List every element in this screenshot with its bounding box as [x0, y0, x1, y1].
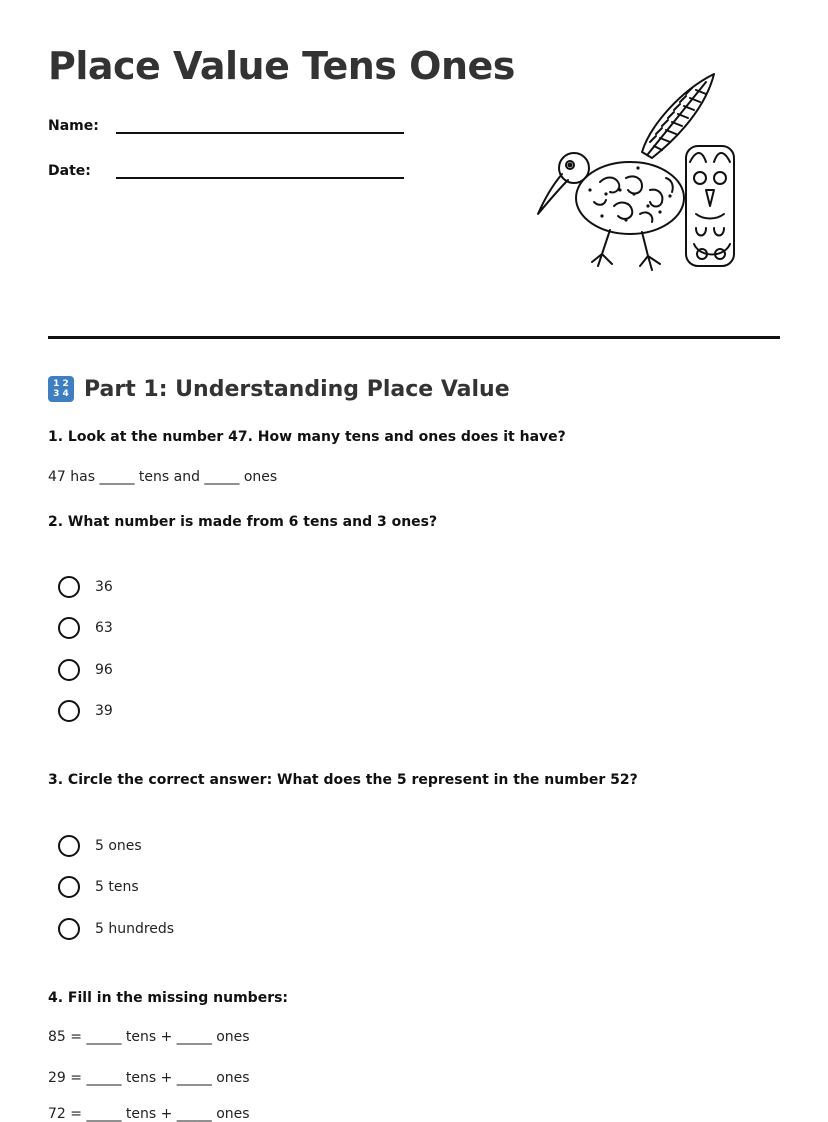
- date-field[interactable]: [48, 163, 408, 193]
- question-1: 1. Look at the number 47. How many tens and ones does it have?: [48, 429, 566, 445]
- name-field[interactable]: [48, 118, 408, 148]
- q2-option-63[interactable]: [58, 616, 113, 640]
- section-divider: [48, 336, 780, 339]
- q3-option-5-ones[interactable]: [58, 834, 142, 858]
- option-label: 96: [95, 662, 113, 678]
- radio-icon[interactable]: [58, 659, 80, 681]
- option-label: 5 hundreds: [95, 921, 175, 937]
- radio-icon[interactable]: [58, 918, 80, 940]
- numbers-icon: 1 2 3 4: [48, 376, 74, 402]
- question-4-line-1[interactable]: 85 = _____ tens + _____ ones: [48, 1029, 250, 1045]
- radio-icon[interactable]: [58, 700, 80, 722]
- name-label: Name:: [48, 118, 99, 134]
- question-3: 3. Circle the correct answer: What does the 5 represent in the number 52?: [48, 772, 638, 788]
- part1-heading: [48, 374, 510, 404]
- radio-icon[interactable]: [58, 876, 80, 898]
- q3-option-5-hundreds[interactable]: [58, 917, 174, 941]
- option-label: 63: [95, 620, 113, 636]
- option-label: 36: [95, 579, 113, 595]
- question-4-line-2[interactable]: 29 = _____ tens + _____ ones: [48, 1070, 250, 1086]
- date-label: Date:: [48, 163, 91, 179]
- question-4-line-3[interactable]: 72 = _____ tens + _____ ones: [48, 1106, 250, 1122]
- option-label: 5 ones: [95, 838, 142, 854]
- q2-option-36[interactable]: [58, 575, 113, 599]
- radio-icon[interactable]: [58, 617, 80, 639]
- name-line[interactable]: [116, 132, 404, 134]
- part1-heading-text: Part 1: Understanding Place Value: [84, 376, 510, 402]
- option-label: 5 tens: [95, 879, 139, 895]
- date-line[interactable]: [116, 177, 404, 179]
- q2-option-39[interactable]: [58, 699, 113, 723]
- option-label: 39: [95, 703, 113, 719]
- q2-option-96[interactable]: [58, 658, 113, 682]
- worksheet-title: Place Value Tens Ones: [48, 44, 515, 88]
- radio-icon[interactable]: [58, 835, 80, 857]
- kiwi-illustration-icon: [530, 66, 744, 282]
- question-4: 4. Fill in the missing numbers:: [48, 990, 289, 1006]
- q3-option-5-tens[interactable]: [58, 875, 139, 899]
- radio-icon[interactable]: [58, 576, 80, 598]
- question-1-answer-line[interactable]: 47 has _____ tens and _____ ones: [48, 469, 278, 485]
- question-2: 2. What number is made from 6 tens and 3 ones?: [48, 514, 438, 530]
